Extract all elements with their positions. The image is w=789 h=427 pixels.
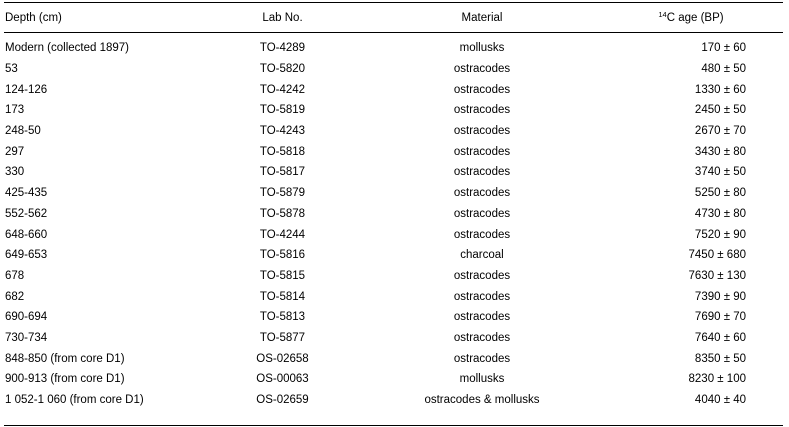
- table-row: [4, 307, 783, 328]
- table-row: [4, 348, 783, 369]
- cell-age-container: [599, 348, 783, 369]
- table-row: [4, 204, 783, 225]
- cell-age-container: [599, 162, 783, 183]
- table-row: [4, 286, 783, 307]
- cell-depth: 730-734: [5, 331, 48, 344]
- cell-age: 1330 ± 60: [694, 83, 746, 96]
- table-row: [4, 100, 783, 121]
- table-row: [4, 59, 783, 80]
- cell-age: 170 ± 60: [701, 42, 746, 55]
- table-row: [4, 328, 783, 349]
- cell-depth: 678: [5, 269, 25, 282]
- header-depth: Depth (cm): [5, 11, 62, 24]
- cell-age: 7520 ± 90: [694, 228, 746, 241]
- cell-lab-no: OS-02658: [256, 352, 309, 365]
- cell-depth: 552-562: [5, 207, 48, 220]
- header-age-label: C age (BP): [666, 11, 724, 24]
- table-row: [4, 183, 783, 204]
- table-row: [4, 38, 783, 59]
- cell-age-container: [599, 390, 783, 411]
- table-bottom-rule: [4, 425, 783, 426]
- cell-age-container: [599, 369, 783, 390]
- cell-lab-no: TO-5878: [259, 207, 306, 220]
- cell-age: 7390 ± 90: [694, 290, 746, 303]
- table-row: [4, 79, 783, 100]
- cell-age: 480 ± 50: [701, 63, 746, 76]
- cell-age-container: [599, 183, 783, 204]
- cell-depth: 848-850 (from core D1): [5, 352, 125, 365]
- cell-lab-no: TO-5815: [259, 269, 306, 282]
- cell-age-container: [599, 100, 783, 121]
- cell-age: 5250 ± 80: [694, 187, 746, 200]
- cell-material: ostracodes: [453, 331, 511, 344]
- cell-depth: 248-50: [5, 125, 41, 138]
- cell-material: ostracodes: [453, 104, 511, 117]
- cell-age-container: [599, 307, 783, 328]
- cell-lab-no: TO-5818: [259, 145, 306, 158]
- cell-lab-no: TO-4242: [259, 83, 306, 96]
- cell-material: mollusks: [459, 373, 505, 386]
- cell-depth: 1 052-1 060 (from core D1): [5, 394, 144, 407]
- cell-material: ostracodes: [453, 63, 511, 76]
- cell-lab-no: OS-00063: [256, 373, 309, 386]
- cell-depth: 53: [5, 63, 18, 76]
- cell-material: ostracodes: [453, 269, 511, 282]
- cell-lab-no: TO-5816: [259, 249, 306, 262]
- cell-depth: 648-660: [5, 228, 48, 241]
- cell-age: 4730 ± 80: [694, 207, 746, 220]
- cell-depth: 173: [5, 104, 25, 117]
- cell-age: 2450 ± 50: [694, 104, 746, 117]
- cell-age-container: [599, 79, 783, 100]
- cell-age: 7640 ± 60: [694, 331, 746, 344]
- cell-lab-no: OS-02659: [256, 394, 309, 407]
- cell-material: ostracodes: [453, 166, 511, 179]
- cell-depth: 425-435: [5, 187, 48, 200]
- table-top-rule: [4, 2, 783, 3]
- cell-material: ostracodes: [453, 187, 511, 200]
- table-body: [4, 38, 783, 410]
- cell-age-container: [599, 121, 783, 142]
- header-age-superscript: 14: [658, 9, 667, 19]
- cell-material: ostracodes: [453, 83, 511, 96]
- cell-depth: 900-913 (from core D1): [5, 373, 125, 386]
- cell-lab-no: TO-4289: [259, 42, 306, 55]
- table-row: [4, 121, 783, 142]
- cell-material: ostracodes: [453, 290, 511, 303]
- cell-age-container: [599, 224, 783, 245]
- cell-material: ostracodes: [453, 352, 511, 365]
- table-row: [4, 369, 783, 390]
- cell-age-container: [599, 266, 783, 287]
- table-row: [4, 162, 783, 183]
- cell-material: ostracodes & mollusks: [424, 394, 540, 407]
- table-row: [4, 224, 783, 245]
- cell-age: 2670 ± 70: [694, 125, 746, 138]
- cell-material: charcoal: [460, 249, 504, 262]
- cell-age-container: [599, 38, 783, 59]
- radiocarbon-dates-table: [4, 4, 783, 410]
- cell-lab-no: TO-4244: [259, 228, 306, 241]
- cell-age: 3740 ± 50: [694, 166, 746, 179]
- table-row: [4, 141, 783, 162]
- header-material: Material: [461, 11, 503, 24]
- cell-age-container: [599, 141, 783, 162]
- cell-lab-no: TO-5877: [259, 331, 306, 344]
- cell-age: 7690 ± 70: [694, 311, 746, 324]
- header-row: [4, 4, 783, 31]
- cell-age-container: [599, 328, 783, 349]
- cell-depth: 330: [5, 166, 25, 179]
- cell-age-container: [599, 286, 783, 307]
- table-row: [4, 245, 783, 266]
- cell-material: ostracodes: [453, 228, 511, 241]
- header-age: [599, 4, 783, 31]
- cell-age-container: [599, 59, 783, 80]
- cell-age: 7450 ± 680: [688, 249, 746, 262]
- cell-depth: Modern (collected 1897): [5, 42, 130, 55]
- cell-material: ostracodes: [453, 311, 511, 324]
- cell-material: ostracodes: [453, 207, 511, 220]
- cell-depth: 297: [5, 145, 25, 158]
- cell-age: 8350 ± 50: [694, 352, 746, 365]
- table-row: [4, 266, 783, 287]
- cell-lab-no: TO-5814: [259, 290, 306, 303]
- cell-depth: 649-653: [5, 249, 48, 262]
- cell-depth: 690-694: [5, 311, 48, 324]
- table-row: [4, 390, 783, 411]
- cell-material: ostracodes: [453, 145, 511, 158]
- cell-age-container: [599, 204, 783, 225]
- header-lab-no: Lab No.: [262, 11, 303, 24]
- cell-age: 7630 ± 130: [688, 269, 746, 282]
- table-header: [4, 4, 783, 38]
- cell-lab-no: TO-4243: [259, 125, 306, 138]
- cell-lab-no: TO-5819: [259, 104, 306, 117]
- cell-depth: 124-126: [5, 83, 48, 96]
- cell-depth: 682: [5, 290, 25, 303]
- cell-material: mollusks: [459, 42, 505, 55]
- cell-lab-no: TO-5813: [259, 311, 306, 324]
- cell-lab-no: TO-5879: [259, 187, 306, 200]
- cell-age: 3430 ± 80: [694, 145, 746, 158]
- cell-material: ostracodes: [453, 125, 511, 138]
- cell-lab-no: TO-5817: [259, 166, 306, 179]
- cell-age: 8230 ± 100: [688, 373, 746, 386]
- cell-age: 4040 ± 40: [694, 394, 746, 407]
- cell-age-container: [599, 245, 783, 266]
- cell-lab-no: TO-5820: [259, 63, 306, 76]
